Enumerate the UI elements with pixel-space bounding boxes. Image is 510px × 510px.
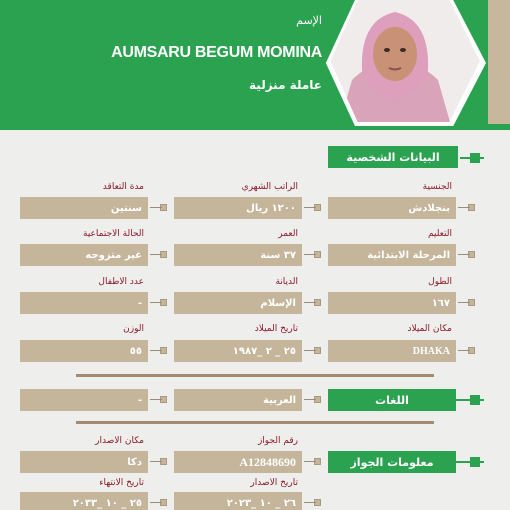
header-accent-strip: [488, 0, 510, 124]
passport-number-field: A12848690: [174, 451, 302, 473]
expiry-date-field: ٢٥ _ ١٠ _٢٠٣٣: [20, 492, 148, 510]
birthplace-label: مكان الميلاد: [407, 324, 452, 334]
section-marker: [470, 457, 480, 467]
section-divider: [76, 421, 434, 424]
personal-data-heading: البيانات الشخصية: [328, 146, 458, 168]
job-title: عاملة منزلية: [249, 78, 322, 92]
weight-label: الوزن: [123, 324, 144, 334]
salary-field: ١٢٠٠ ريال: [174, 197, 302, 219]
name-label: الإسم: [296, 14, 322, 27]
nationality-label: الجنسية: [422, 182, 452, 192]
candidate-name: AUMSARU BEGUM MOMINA: [111, 44, 322, 61]
birthdate-label: تاريخ الميلاد: [254, 324, 298, 334]
contract-period-field: سنتين: [20, 197, 148, 219]
height-field: ١٦٧: [328, 292, 456, 314]
religion-field: الإسلام: [174, 292, 302, 314]
languages-heading: اللغات: [328, 389, 456, 411]
marital-status-field: غير متزوجه: [20, 244, 148, 266]
issue-place-field: دكا: [20, 451, 148, 473]
language-field-2: -: [20, 389, 148, 411]
weight-field: ٥٥: [20, 340, 148, 362]
marital-status-label: الحالة الاجتماعية: [83, 229, 144, 239]
birthplace-field: DHAKA: [328, 340, 456, 362]
children-count-field: -: [20, 292, 148, 314]
expiry-date-label: تاريخ الانتهاء: [99, 478, 144, 488]
height-label: الطول: [428, 277, 452, 287]
religion-label: الديانة: [275, 277, 298, 287]
issue-date-label: تاريخ الاصدار: [250, 478, 298, 488]
age-field: ٣٧ سنة: [174, 244, 302, 266]
salary-label: الراتب الشهري: [241, 182, 298, 192]
age-label: العمر: [278, 229, 298, 239]
issue-date-field: ٢٦ _ ١٠ _٢٠٢٣: [174, 492, 302, 510]
children-count-label: عدد الاطفال: [98, 277, 144, 287]
education-field: المرحلة الابتدائية: [328, 244, 456, 266]
section-marker: [470, 153, 480, 163]
issue-place-label: مكان الاصدار: [95, 436, 144, 446]
section-marker: [470, 395, 480, 405]
birthdate-field: ٢٥ _ ٢ _١٩٨٧: [174, 340, 302, 362]
passport-number-label: رقم الجواز: [257, 436, 298, 446]
passport-heading: معلومات الجواز: [328, 451, 456, 473]
education-label: التعليم: [428, 229, 452, 239]
contract-period-label: مدة التعاقد: [102, 182, 144, 192]
section-divider: [76, 374, 434, 377]
nationality-field: بنجلادش: [328, 197, 456, 219]
language-field-1: العربية: [174, 389, 302, 411]
